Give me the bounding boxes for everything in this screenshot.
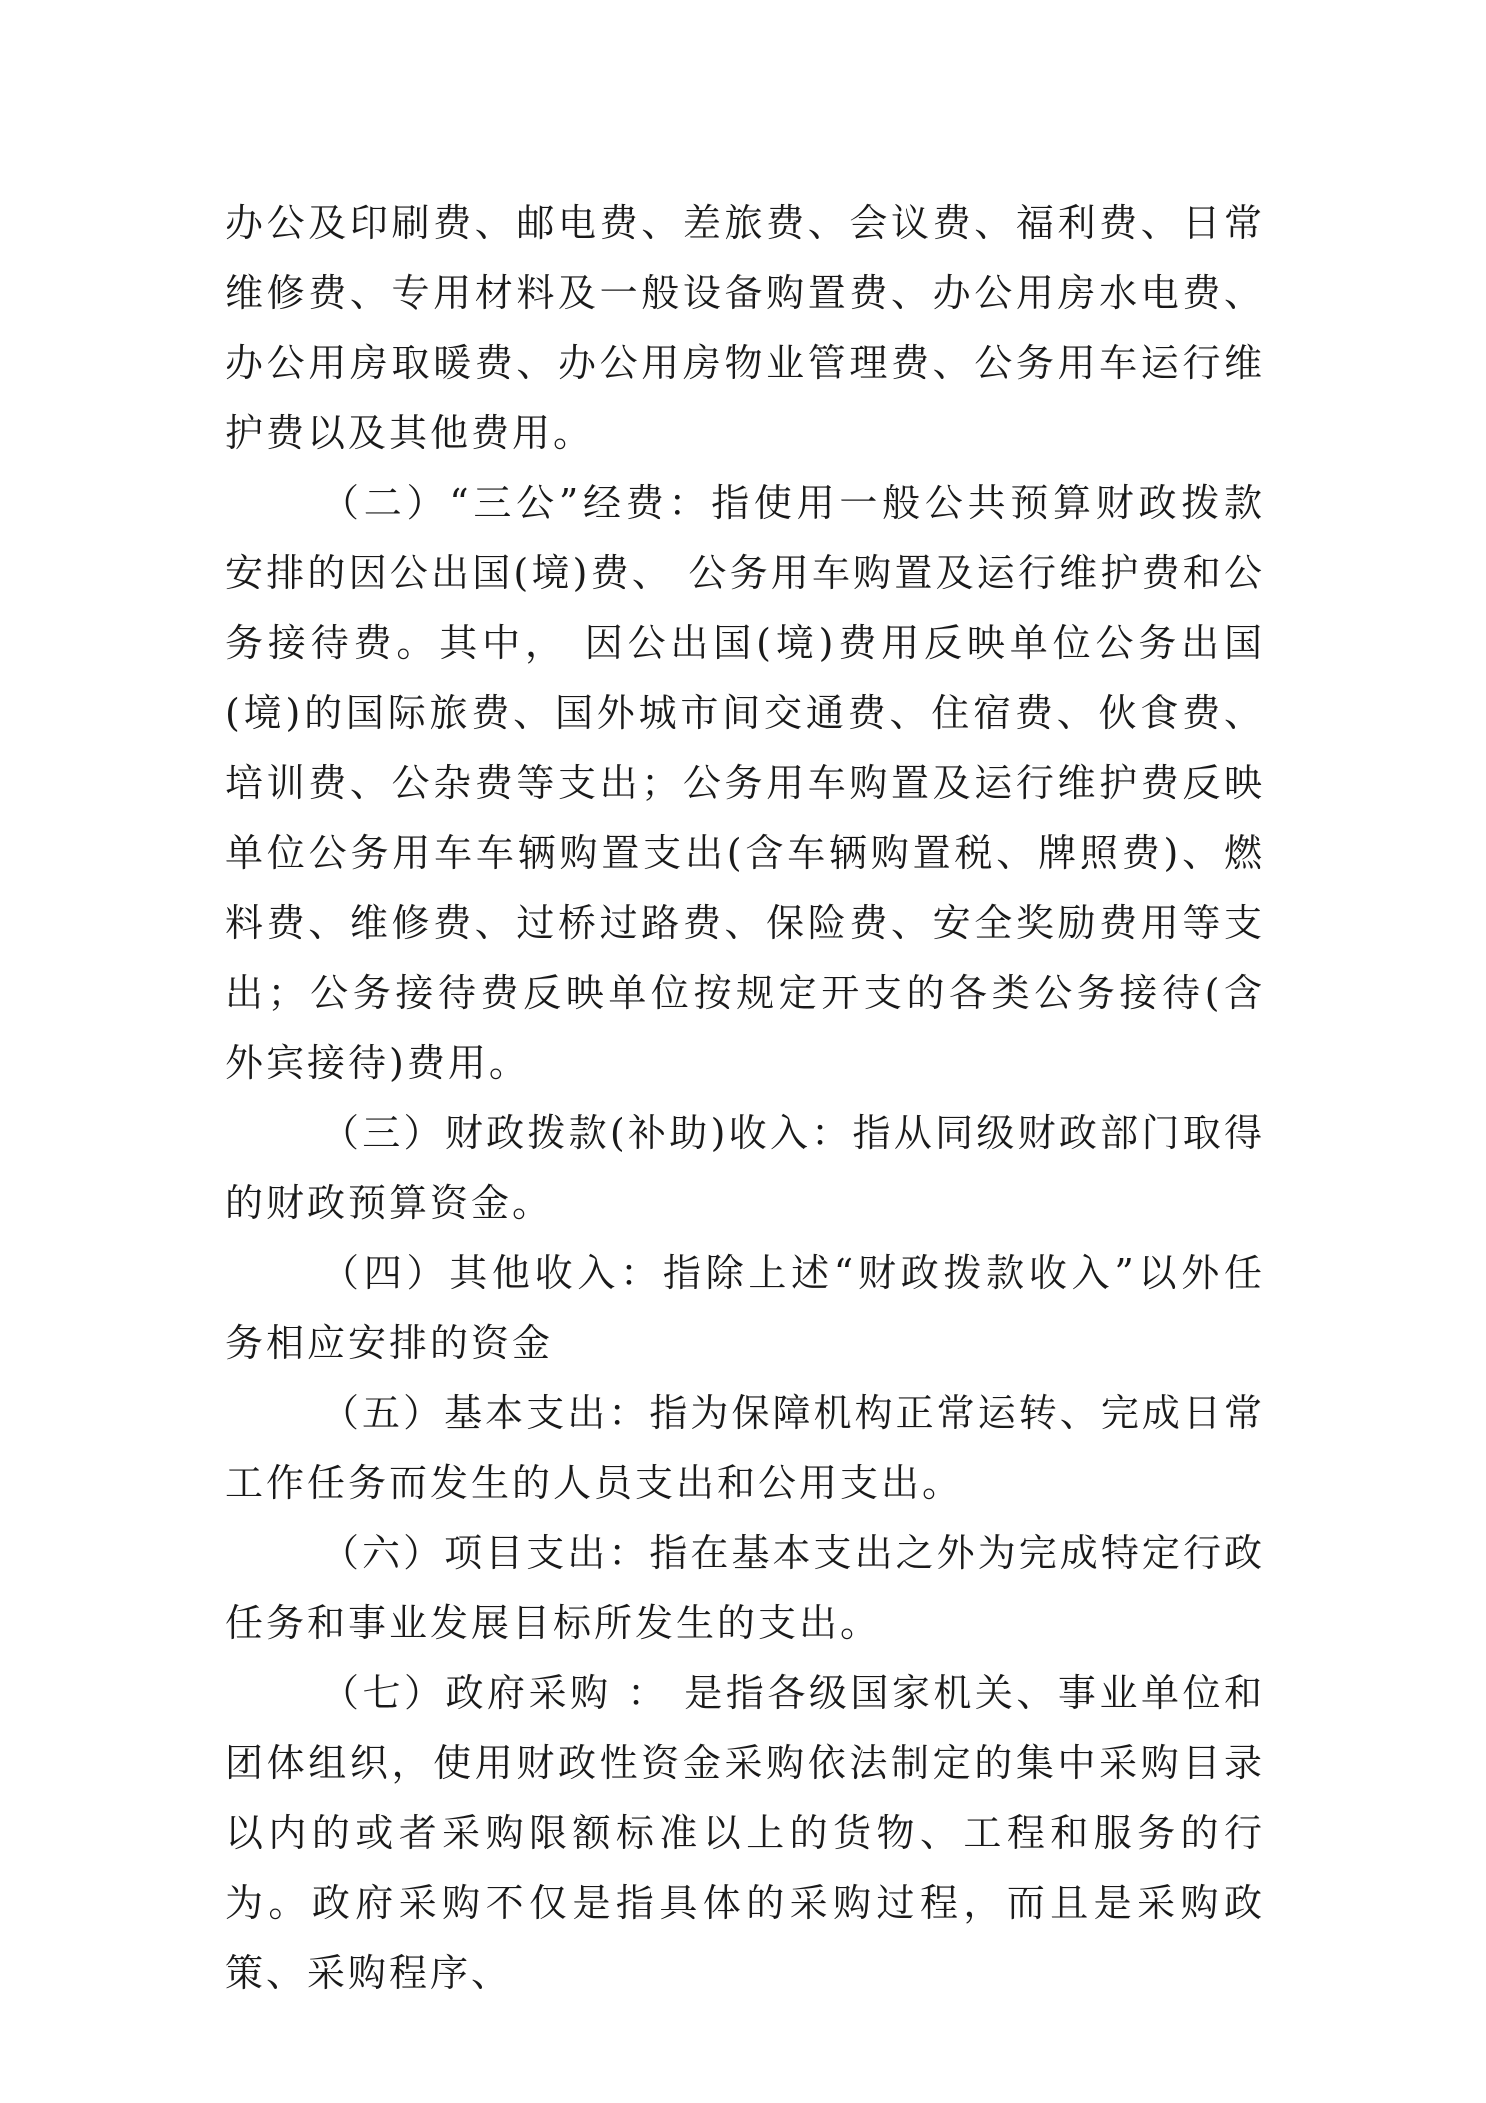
paragraph-project-expenditure: （六）项目支出：指在基本支出之外为完成特定行政任务和事业发展目标所发生的支出。 xyxy=(225,1531,1265,1645)
paragraph-fiscal-appropriation-income: （三）财政拨款(补助)收入：指从同级财政部门取得的财政预算资金。 xyxy=(225,1111,1265,1225)
document-body xyxy=(225,188,1265,2008)
paragraph-government-procurement: （七）政府采购 ： 是指各级国家机关、事业单位和团体组织，使用财政性资金采购依法制定的集中采购目录以内的或者采购限额标准以上的货物、工程和服务的行为。政府采购不仅是指具体的采购过程，而且是采购政策、采购程序、 xyxy=(225,1671,1265,1995)
paragraph-basic-expenditure: （五）基本支出：指为保障机构正常运转、完成日常工作任务而发生的人员支出和公用支出。 xyxy=(225,1391,1265,1505)
paragraph-three-public-expenses: （二）“三公”经费：指使用一般公共预算财政拨款安排的因公出国(境)费、 公务用车购置及运行维护费和公务接待费。其中， 因公出国(境)费用反映单位公务出国(境)的国际旅费、国外城市间交通费、住宿费、伙食费、培训费、公杂费等支出；公务用车购置及运行维护费反映单位公务用车车辆购置支出(含车辆购置税、牌照费)、燃料费、维修费、过桥过路费、保险费、安全奖励费用等支出；公务接待费反映单位按规定开支的各类公务接待(含外宾接待)费用。 xyxy=(225,481,1265,1085)
paragraph-expense-items: 办公及印刷费、邮电费、差旅费、会议费、福利费、日常维修费、专用材料及一般设备购置费、办公用房水电费、办公用房取暖费、办公用房物业管理费、公务用车运行维护费以及其他费用。 xyxy=(225,201,1265,455)
paragraph-other-income: （四）其他收入：指除上述“财政拨款收入”以外任务相应安排的资金 xyxy=(225,1251,1265,1365)
